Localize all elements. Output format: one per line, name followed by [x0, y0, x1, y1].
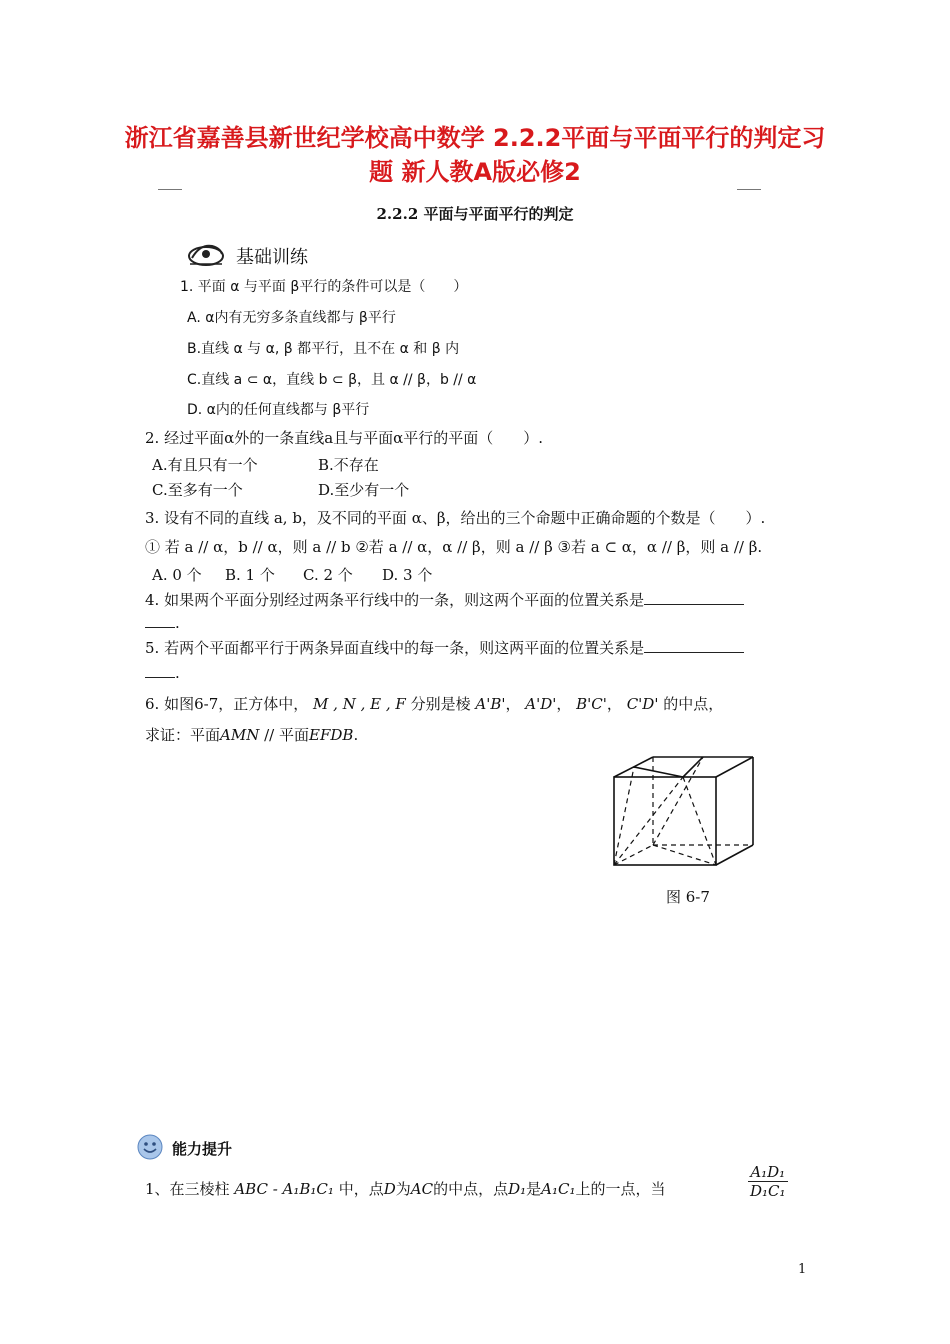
- q3-propositions: ① 若 a // α，b // α，则 a // b ②若 a // α，α // β，则 a // β ③若 a ⊂ α，α // β，则 a // β.: [145, 538, 763, 556]
- q4-continuation: [145, 613, 180, 632]
- q2-stem: 2. 经过平面α外的一条直线a且与平面α平行的平面（ ）.: [145, 429, 544, 447]
- q3-stem: 3. 设有不同的直线 a, b，及不同的平面 α、β，给出的三个命题中正确命题的个数是（ ）.: [145, 509, 766, 527]
- basic-training-header: 基础训练: [236, 247, 308, 268]
- q6-edge-3: B'C': [576, 695, 607, 713]
- q6-edge-4: C'D': [626, 695, 659, 713]
- q4-text: 4. 如果两个平面分别经过两条平行线中的一条，则这两个平面的位置关系是: [145, 591, 645, 609]
- adv-point-d1: D₁: [508, 1180, 527, 1198]
- q3-option-a: A. 0 个: [152, 566, 202, 584]
- q1-stem: 1. 平面 α 与平面 β平行的条件可以是（ ）: [180, 279, 468, 295]
- figure-caption: 图 6-7: [666, 888, 710, 906]
- q2-option-d: D.至少有一个: [318, 481, 410, 499]
- q6-proof-c: .: [353, 726, 359, 744]
- q6-plane-amn: AMN: [220, 726, 260, 744]
- q2-option-a: A.有且只有一个: [152, 456, 258, 474]
- q6-edge-1: A'B': [475, 695, 506, 713]
- advanced-header: 能力提升: [172, 1140, 233, 1158]
- q4-answer-blank[interactable]: [644, 590, 744, 605]
- ratio-fraction: [748, 1163, 788, 1200]
- q1-option-b: B.直线 α 与 α, β 都平行，且不在 α 和 β 内: [187, 341, 460, 357]
- adv-seg-a1c1: A₁C₁: [541, 1180, 576, 1198]
- q4-answer-blank-cont[interactable]: [145, 613, 175, 628]
- adv-q1-b: 中，点: [338, 1180, 384, 1198]
- fraction-denominator: D₁C₁: [750, 1182, 786, 1200]
- q4-tail: .: [175, 614, 180, 632]
- adv-q1-d: 的中点，点: [433, 1180, 509, 1198]
- adv-q1-f: 上的一点，当: [575, 1180, 666, 1198]
- q6-points: M , N , E , F: [313, 695, 406, 713]
- q1-option-a: A. α内有无穷多条直线都与 β平行: [187, 310, 396, 326]
- adv-q1-c: 为: [395, 1180, 411, 1198]
- q3-option-d: D. 3 个: [382, 566, 433, 584]
- q6-proof-a: 求证：平面: [145, 726, 221, 744]
- section-title: 2.2.2 平面与平面平行的判定: [376, 205, 574, 223]
- q5-answer-blank[interactable]: [644, 638, 744, 653]
- q6-edge-2: A'D': [525, 695, 557, 713]
- q1-option-c: C.直线 a ⊂ α，直线 b ⊂ β，且 α // β，b // α: [187, 372, 477, 388]
- q6-text-b: 分别是棱: [410, 695, 471, 713]
- adv-seg-ac: AC: [410, 1180, 434, 1198]
- q6-plane-efdb: EFDB: [309, 726, 354, 744]
- smiley-icon: [137, 1134, 163, 1160]
- q5-tail: .: [175, 664, 180, 682]
- page-number: 1: [798, 1262, 807, 1277]
- q2-option-b: B.不存在: [318, 456, 379, 474]
- q5-stem: [145, 637, 744, 658]
- advanced-q1: [145, 1178, 666, 1199]
- q5-text: 5. 若两个平面都平行于两条异面直线中的每一条，则这两平面的位置关系是: [145, 639, 645, 657]
- adv-prism: ABC - A₁B₁C₁: [234, 1180, 334, 1198]
- q5-continuation: [145, 663, 180, 682]
- training-icon: [186, 236, 226, 268]
- q6-text-c: 的中点，: [663, 695, 724, 713]
- q5-answer-blank-cont[interactable]: [145, 663, 175, 678]
- q3-option-b: B. 1 个: [225, 566, 275, 584]
- fraction-numerator: A₁D₁: [748, 1163, 788, 1182]
- adv-point-d: D: [383, 1180, 396, 1198]
- q6-text-a: 6. 如图6-7，正方体中，: [145, 695, 309, 713]
- header-rule-right: [737, 189, 761, 190]
- q6-proof-b: // 平面: [264, 726, 310, 744]
- cube-figure: [610, 755, 760, 870]
- q3-option-c: C. 2 个: [303, 566, 353, 584]
- q6-stem: 6. 如图6-7，正方体中， M , N , E , F 分别是棱 A'B'， A'D'， B'C'， C'D' 的中点，: [145, 695, 724, 713]
- q2-option-c: C.至多有一个: [152, 481, 243, 499]
- q4-stem: [145, 589, 744, 610]
- document-title-line2: 题 新人教A版必修2: [369, 158, 581, 186]
- header-rule-left: [158, 189, 182, 190]
- q1-option-d: D. α内的任何直线都与 β平行: [187, 402, 370, 418]
- adv-q1-e: 是: [526, 1180, 542, 1198]
- document-title-line1: 浙江省嘉善县新世纪学校高中数学 2.2.2平面与平面平行的判定习: [124, 124, 826, 152]
- adv-q1-a: 1、在三棱柱: [145, 1180, 230, 1198]
- q6-proof: [145, 724, 358, 745]
